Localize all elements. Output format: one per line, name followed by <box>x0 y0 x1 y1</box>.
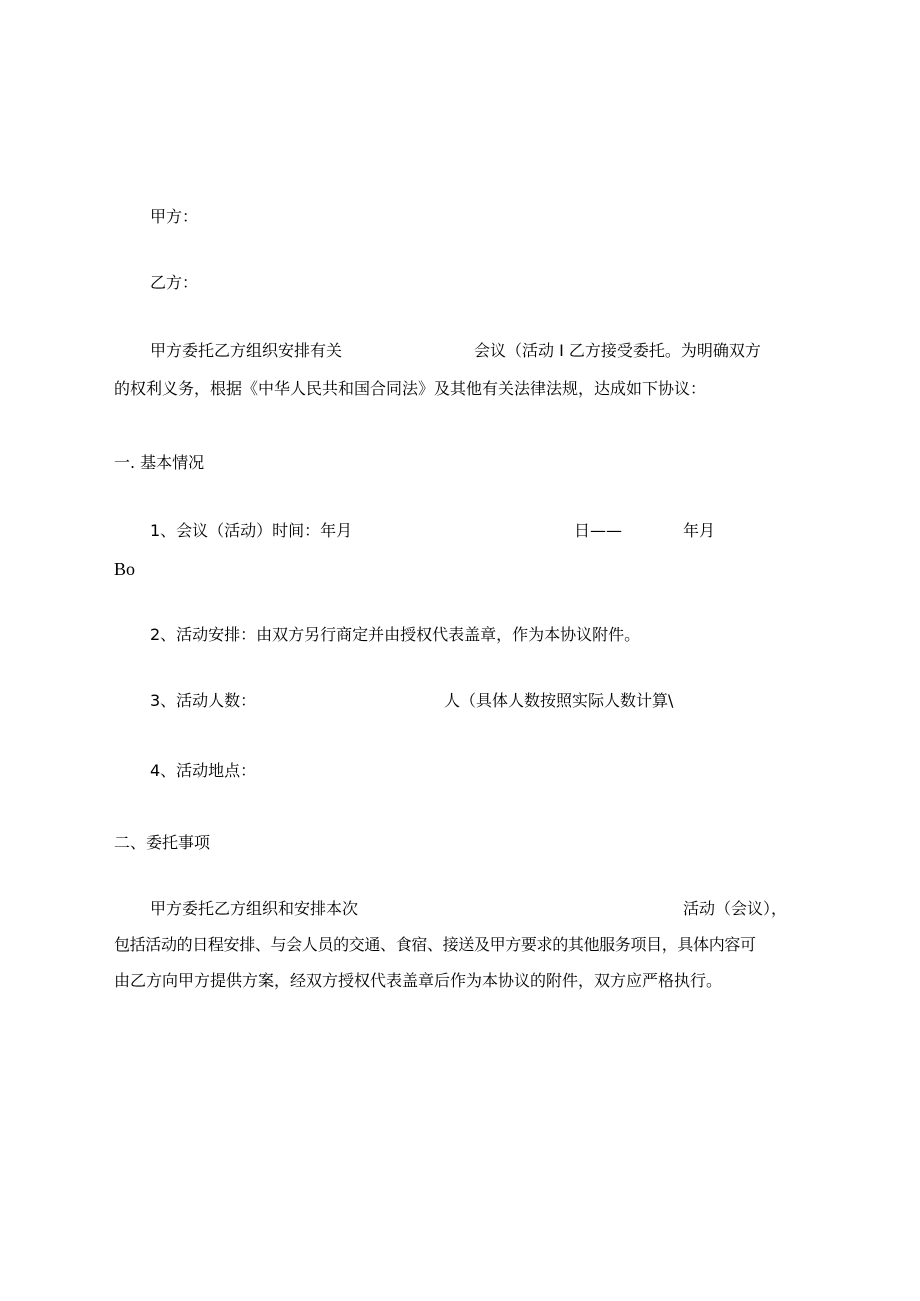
item1-continuation: Bo <box>114 559 136 579</box>
intro-line2: 的权利义务，根据《中华人民共和国合同法》及其他有关法律法规，达成如下协议： <box>114 379 707 398</box>
section2-heading: 二、委托事项 <box>114 833 211 852</box>
party-b-label: 乙方： <box>150 273 199 292</box>
section2-para-line1-part2: 活动（会议）， <box>683 899 788 918</box>
item1-label: 1、会议（活动）时间：年月 <box>150 521 353 540</box>
item3-label: 3、活动人数： <box>150 691 257 710</box>
section2-para-line1-part1: 甲方委托乙方组织和安排本次 <box>150 899 359 918</box>
intro-line1-part1: 甲方委托乙方组织安排有关 <box>150 341 343 360</box>
section2-para-line2: 包括活动的日程安排、与会人员的交通、食宿、接送及甲方要求的其他服务项目，具体内容可 <box>114 935 756 954</box>
item4: 4、活动地点： <box>150 761 257 780</box>
item1-mid: 日—— <box>574 521 623 540</box>
section2-para-line3: 由乙方向甲方提供方案，经双方授权代表盖章后作为本协议的附件，双方应严格执行。 <box>114 971 723 990</box>
section1-heading: 一. 基本情况 <box>114 453 205 472</box>
intro-line1-part2: 会议（活动 I 乙方接受委托。为明确双方 <box>474 341 761 360</box>
party-a-label: 甲方： <box>150 207 199 226</box>
item2: 2、活动安排：由双方另行商定并由授权代表盖章，作为本协议附件。 <box>150 625 641 644</box>
item3-rest: 人（具体人数按照实际人数计算\ <box>444 691 674 710</box>
item1-end: 年月 <box>683 521 716 540</box>
